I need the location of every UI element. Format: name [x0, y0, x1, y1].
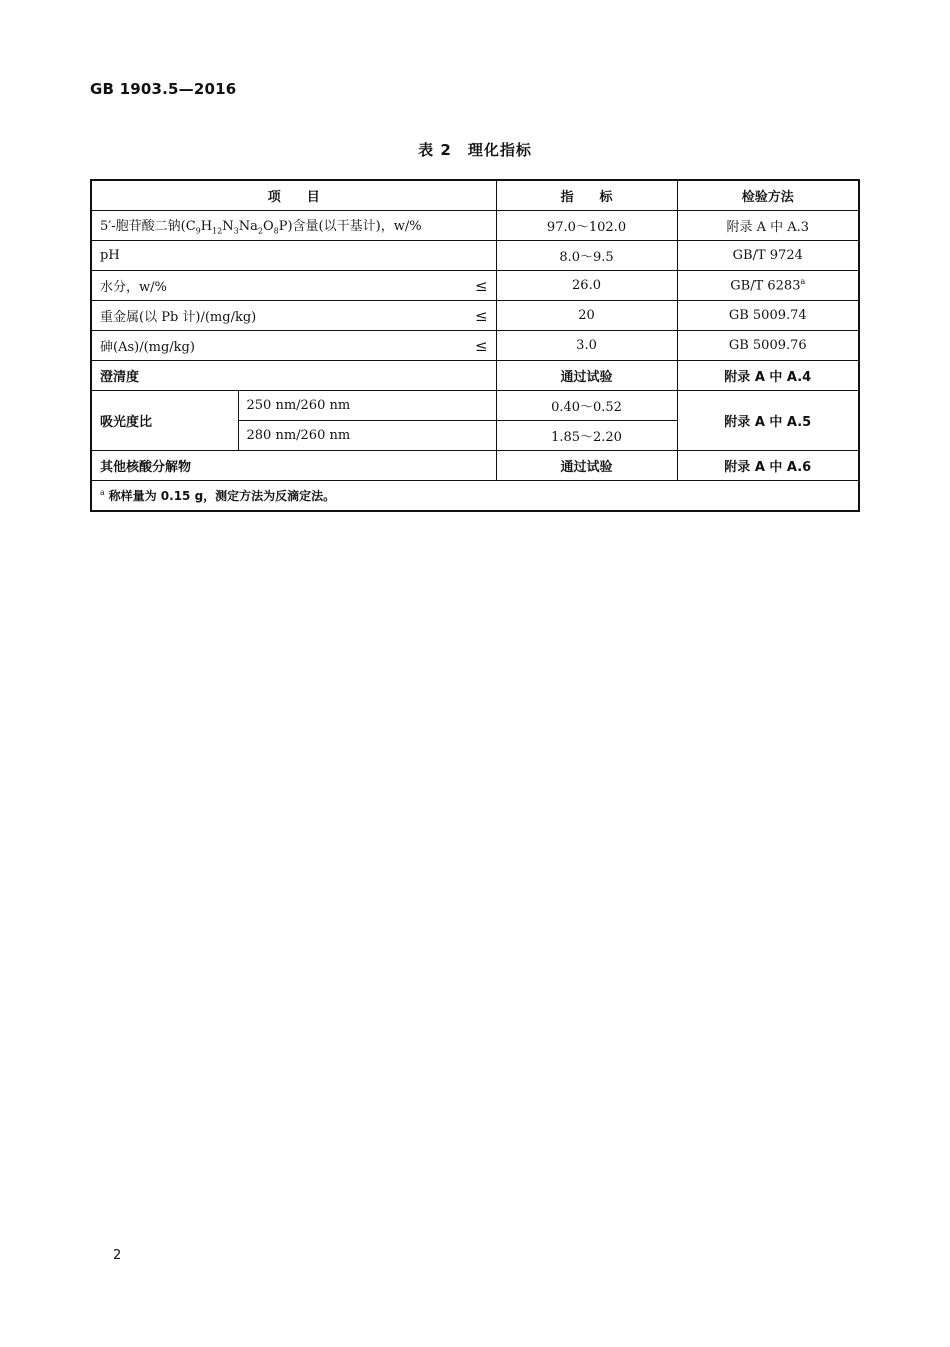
footnote-text: 称样量为 0.15 g，测定方法为反滴定法。	[108, 489, 336, 503]
table-row	[91, 361, 859, 391]
value-cell: 3.0	[496, 331, 677, 361]
table-row	[91, 451, 859, 481]
subitem-cell: 280 nm/260 nm	[238, 421, 496, 451]
item-cell	[91, 301, 496, 331]
table-row	[91, 271, 859, 301]
method-cell: 附录 A 中 A.3	[677, 211, 859, 241]
table-row	[91, 391, 859, 421]
header-index: 指 标	[496, 180, 677, 211]
item-cell	[91, 271, 496, 301]
item-cell: 其他核酸分解物	[91, 451, 496, 481]
value-cell: 1.85～2.20	[496, 421, 677, 451]
method-cell: 附录 A 中 A.4	[677, 361, 859, 391]
subitem-cell: 250 nm/260 nm	[238, 391, 496, 421]
method-cell: GB 5009.74	[677, 301, 859, 331]
limit-symbol: ≤	[474, 336, 488, 355]
value-cell: 通过试验	[496, 361, 677, 391]
item-label: 5′-胞苷酸二钠$(C_9H_{12}N_3Na_2O_8P)$含量(以干基计)，w/%	[100, 219, 422, 236]
table-row	[91, 241, 859, 271]
item-cell	[91, 331, 496, 361]
item-cell: pH	[91, 241, 496, 271]
page-number: 2	[113, 1248, 122, 1263]
item-label: 水分，w/%	[100, 280, 167, 295]
value-cell: 20	[496, 301, 677, 331]
table-row	[91, 331, 859, 361]
table-footnote	[91, 481, 859, 512]
value-cell: 8.0～9.5	[496, 241, 677, 271]
value-cell: 26.0	[496, 271, 677, 301]
formula-element: C	[185, 219, 196, 235]
item-label: 重金属(以 Pb 计)/(mg/kg)	[100, 310, 257, 325]
value-cell: 0.40～0.52	[496, 391, 677, 421]
table-row	[91, 211, 859, 241]
limit-symbol: ≤	[474, 276, 488, 295]
header-method: 检验方法	[677, 180, 859, 211]
standard-code: GB 1903.5—2016	[90, 80, 237, 98]
footnote-mark: a	[100, 488, 105, 497]
value-cell: 通过试验	[496, 451, 677, 481]
item-label: 砷(As)/(mg/kg)	[100, 340, 195, 355]
method-cell: GB 5009.76	[677, 331, 859, 361]
method-cell: GB/T 9724	[677, 241, 859, 271]
limit-symbol: ≤	[474, 306, 488, 325]
item-cell	[91, 211, 496, 241]
value-cell: 97.0～102.0	[496, 211, 677, 241]
item-cell: 澄清度	[91, 361, 496, 391]
footnote-ref: a	[800, 277, 806, 287]
table-caption: 表 2 理化指标	[418, 141, 532, 159]
method-cell: 附录 A 中 A.5	[677, 391, 859, 451]
method-cell: GB/T 6283$^a$	[677, 271, 859, 301]
method-cell: 附录 A 中 A.6	[677, 451, 859, 481]
table-row	[91, 301, 859, 331]
header-item: 项 目	[91, 180, 496, 211]
table-header-row	[91, 180, 859, 211]
physicochemical-index-table	[90, 179, 860, 512]
item-cell: 吸光度比	[91, 391, 238, 451]
table-footnote-row	[91, 481, 859, 512]
